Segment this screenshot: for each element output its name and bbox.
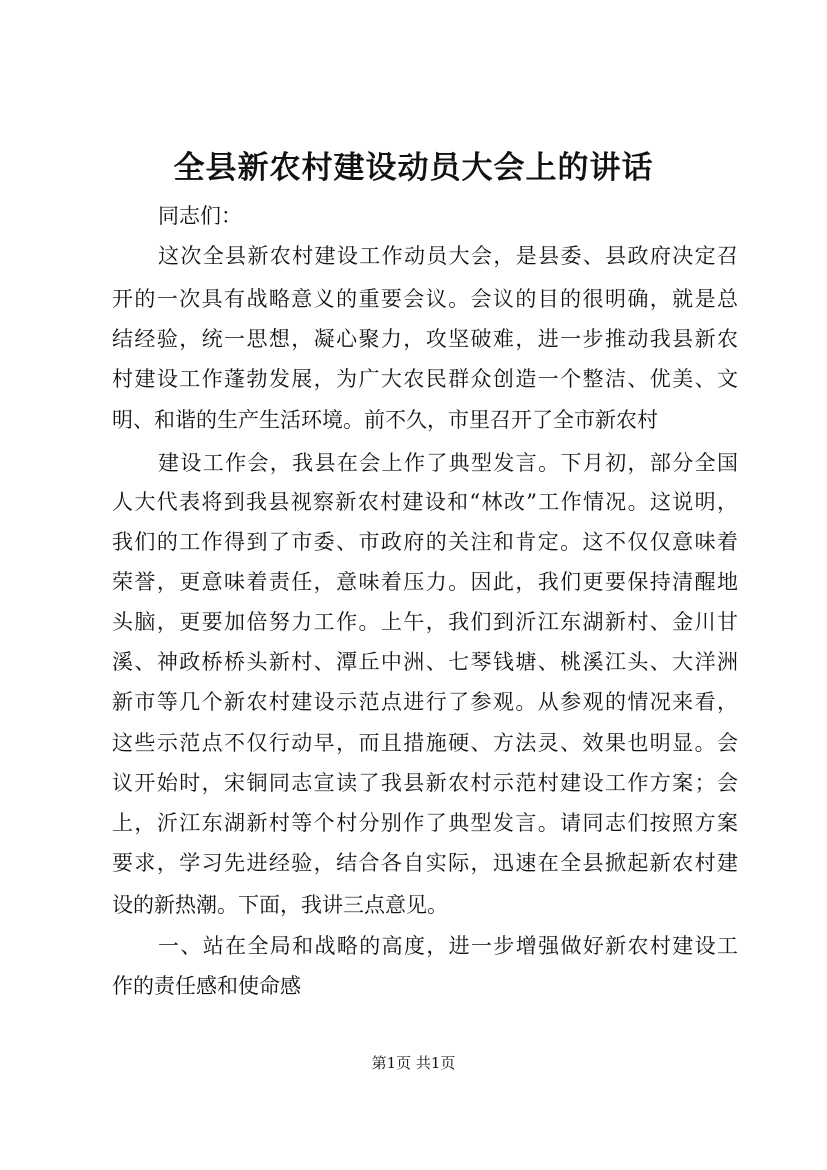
paragraph-line: 设的新热潮。下面，我讲三点意见。	[112, 893, 448, 917]
paragraph-line: 要求，学习先进经验，结合各自实际，迅速在全县掀起新农村建	[112, 851, 738, 875]
paragraph-line: 明、和谐的生产生活环境。前不久，市里召开了全市新农村	[112, 408, 658, 432]
document-title: 全县新农村建设动员大会上的讲话	[173, 150, 654, 186]
paragraph-line: 结经验，统一思想，凝心聚力，攻坚破难，进一步推动我县新农	[112, 327, 738, 351]
paragraph-line: 溪、神政桥桥头新村、潭丘中洲、七琴钱塘、桃溪江头、大洋洲	[112, 650, 738, 674]
paragraph-line: 人大代表将到我县视察新农村建设和“林改”工作情况。这说明，	[112, 490, 738, 514]
paragraph-line: 这些示范点不仅行动早，而且措施硬、方法灵、效果也明显。会	[112, 731, 738, 755]
paragraph-line: 建设工作会，我县在会上作了典型发言。下月初，部分全国	[158, 451, 738, 475]
paragraph-line: 我们的工作得到了市委、市政府的关注和肯定。这不仅仅意味着	[112, 530, 738, 554]
section-heading-line: 作的责任感和使命感	[112, 974, 301, 998]
paragraph-line: 开的一次具有战略意义的重要会议。会议的目的很明确，就是总	[112, 287, 738, 311]
page-number-footer: 第1页 共1页	[371, 1054, 456, 1072]
paragraph-line: 这次全县新农村建设工作动员大会，是县委、县政府决定召	[158, 244, 738, 268]
section-heading-line: 一、站在全局和战略的高度，进一步增强做好新农村建设工	[158, 934, 738, 958]
greeting-text: 同志们：	[158, 204, 242, 228]
paragraph-line: 上，沂江东湖新村等个村分别作了典型发言。请同志们按照方案	[112, 811, 738, 835]
paragraph-line: 村建设工作蓬勃发展，为广大农民群众创造一个整洁、优美、文	[112, 367, 738, 391]
paragraph-line: 荣誉，更意味着责任，意味着压力。因此，我们更要保持清醒地	[112, 570, 738, 594]
paragraph-line: 议开始时，宋铜同志宣读了我县新农村示范村建设工作方案；会	[112, 771, 738, 795]
paragraph-line: 头脑，更要加倍努力工作。上午，我们到沂江东湖新村、金川甘	[112, 610, 738, 634]
paragraph-line: 新市等几个新农村建设示范点进行了参观。从参观的情况来看，	[112, 690, 738, 714]
